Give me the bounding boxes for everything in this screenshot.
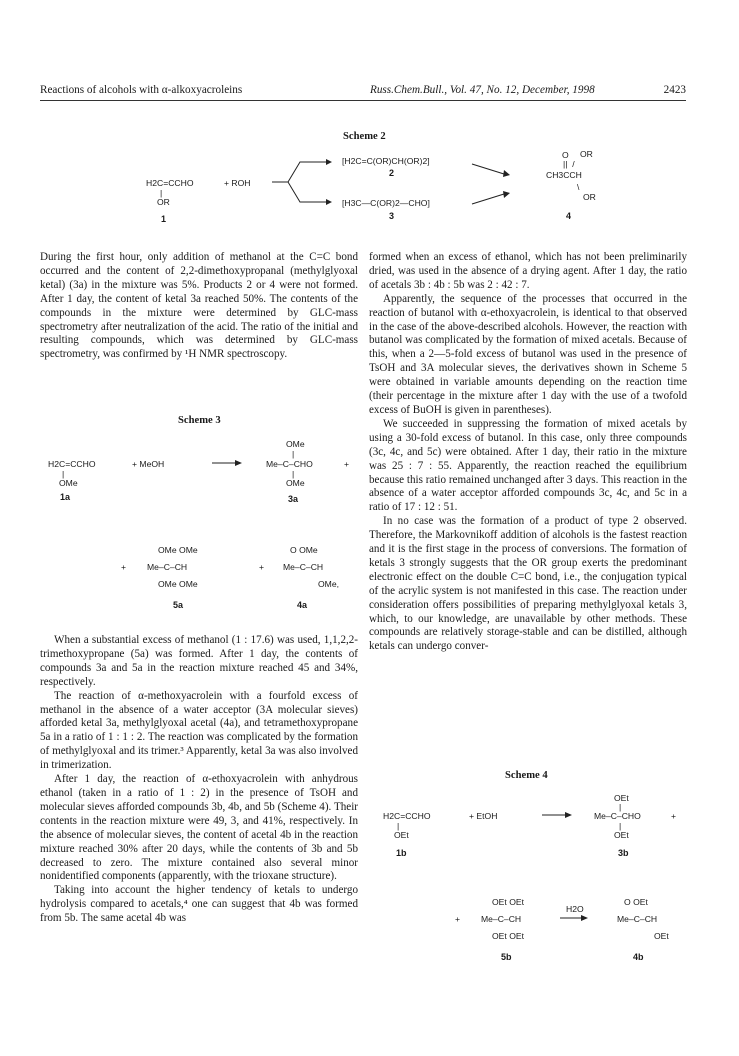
scheme2-acrolein: H2C=CCHO: [146, 178, 194, 188]
scheme4-3b-core: Me–C–CHO: [594, 811, 641, 821]
scheme4-5b-core: Me–C–CH: [481, 914, 522, 924]
scheme3-arrow: [212, 458, 242, 468]
scheme2-product-3: [H3C—C(OR)2—CHO]: [342, 198, 430, 208]
scheme4-plus-etoh: + EtOH: [469, 811, 498, 821]
scheme3-4a-core: Me–C–CH: [283, 562, 324, 572]
scheme4-plus-2: +: [671, 811, 677, 821]
paragraph-left-2: When a substantial excess of methanol (1 : 17.6) was used, 1,1,2,2-trimethoxypropane (5a) was formed. After 1 day, the contents of compounds 3a and 5a in the reaction mixture reached 45 and 34%, respectively.: [40, 634, 358, 688]
scheme3-label-4a: 4a: [297, 600, 308, 610]
scheme4-4b-core: Me–C–CH: [617, 914, 658, 924]
paragraph-right-4: In no case was the formation of a product of type 2 observed. Therefore, the Markovnikoff addition of alcohols is the fastest reaction and it is the first stage in the process of conversions. The formation of ketals 3 strongly suggests that the OR group exerts the predominant electronic effect on the double C=C bond, i.e., the conjugation typical of the acrylic system is not manifested in this case. The reaction under consideration offers possibilities of preparing methylglyoxal ketals 3, which, to our knowledge, are unavailable by other methods. These compounds are relatively storage-stable and can be distilled, although ketals can undergo conver-: [369, 515, 687, 653]
scheme4-reactant-sub: OEt: [394, 830, 409, 840]
paragraph-right-1: formed when an excess of ethanol, which has not been preliminarily dried, was used in the absence of a drying agent. After 1 day, the ratio of acetals 3b : 4b : 5b was 2 : 42 : 7.: [369, 251, 687, 291]
scheme3-title: Scheme 3: [178, 415, 221, 426]
paragraph-right-3: We succeeded in suppressing the formation of mixed acetals by using a 30-fold excess of butanol. In this case, only three compounds (3c, 4c, and 5c) were obtained. After 1 day, their ratio in the mixture was 25 : 7 : 55. Apparently, the reaction reached the equilibrium because this ratio remained unchanged after 3 days. This reaction in the absence of a water acceptor afforded compounds 3c, 4c, and 5c in a ratio of 17 : 12 : 51.: [369, 417, 687, 514]
scheme3-plus-meoh: + MeOH: [132, 459, 165, 469]
scheme4-label-1b: 1b: [396, 848, 407, 858]
scheme2-label-4: 4: [566, 211, 572, 221]
scheme4-label-4b: 4b: [633, 952, 644, 962]
scheme2-label-3: 3: [389, 211, 395, 221]
scheme2-p4-oxygen: O: [562, 150, 569, 160]
scheme3-label-3a: 3a: [288, 494, 299, 504]
scheme4-water-label: H2O: [566, 904, 584, 914]
scheme4-title: Scheme 4: [505, 770, 548, 781]
scheme2-p4-or-bottom: OR: [583, 192, 596, 202]
scheme4-reactant: H2C=CCHO: [383, 811, 431, 821]
right-column-block: [369, 251, 687, 654]
scheme4-4b-top: O OEt: [624, 897, 648, 907]
scheme2-arrows-to-4: [470, 160, 520, 210]
header-article-title: Reactions of alcohols with α-alkoxyacroleins: [40, 84, 243, 96]
scheme2-title: Scheme 2: [343, 131, 386, 142]
running-header: [40, 84, 686, 101]
scheme2-product-2: [H2C=C(OR)CH(OR)2]: [342, 156, 430, 166]
header-journal: Russ.Chem.Bull., Vol. 47, No. 12, December, 1998: [370, 84, 595, 96]
header-page-number: 2423: [663, 84, 686, 96]
paragraph-left-5: Taking into account the higher tendency of ketals to undergo hydrolysis compared to acetals,⁴ one can suggest that 4b was formed from 5b. The same acetal 4b was: [40, 884, 358, 925]
scheme3-4a-top: O OMe: [290, 545, 318, 555]
scheme4-label-5b: 5b: [501, 952, 512, 962]
scheme4-5b-bottom: OEt OEt: [492, 931, 524, 941]
scheme3-3a-core: Me–C–CHO: [266, 459, 313, 469]
scheme2-label-2: 2: [389, 168, 395, 178]
left-column-block-1: [40, 251, 358, 362]
scheme3-reactant: H2C=CCHO: [48, 459, 96, 469]
scheme3-5a-core: Me–C–CH: [147, 562, 188, 572]
scheme3-5a-bottom: OMe OMe: [158, 579, 198, 589]
scheme2-label-1: 1: [161, 214, 167, 224]
scheme3-4a-bottom: OMe,: [318, 579, 340, 589]
scheme3-3a-top: OMe: [286, 439, 305, 449]
scheme2-plus-roh: + ROH: [224, 178, 251, 188]
paragraph-right-2: Apparently, the sequence of the processes that occurred in the reaction of butanol with α-ethoxyacrolein, is identical to that observed in the case of the above-described alcohols. However, the reaction with butanol was complicated by the formation of mixed acetals. Because of this, when a 2—5-fold excess of butanol was used in the presence of TsOH and 3A molecular sieves, the derivatives shown in Scheme 5 were obtained in variable amounts depending on the reaction time (their percentage in the mixture after 1 day with the use of a twofold excess of BuOH is given in parentheses).: [369, 292, 687, 416]
scheme4-label-3b: 3b: [618, 848, 629, 858]
paragraph-left-3: The reaction of α-methoxyacrolein with a fourfold excess of methanol in the absence of a water acceptor (3A molecular sieves) afforded ketal 3a, methylglyoxal acetal (4a), and tetramethoxypropane 5a in a ratio of 1 : 1 : 2. The reaction was complicated by the formation of methylglyoxal and its trimer.³ Apparently, ketal 3a was also involved in trimerization.: [40, 689, 358, 772]
scheme3-plus-2: +: [344, 459, 350, 469]
scheme3-3a-bottom: OMe: [286, 478, 305, 488]
scheme2-p4-or-top: OR: [580, 149, 593, 159]
scheme3-label-1a: 1a: [60, 492, 71, 502]
scheme3-label-5a: 5a: [173, 600, 184, 610]
scheme3-reactant-sub: OMe: [59, 478, 78, 488]
scheme4-3b-bottom: OEt: [614, 830, 629, 840]
scheme4-4b-bottom: OEt: [654, 931, 669, 941]
scheme4-hydrolysis-arrow: [560, 913, 590, 923]
paragraph-left-4: After 1 day, the reaction of α-ethoxyacrolein with anhydrous ethanol (taken in a ratio of 1 : 2) in the presence of TsOH and molecular sieves afforded compounds 3b, 4b, and 5b (Scheme 4). Their contents in the reaction mixture were 49, 3, and 41%, respectively. In the absence of molecular sieves, the content of acetal 4b in the reaction mixture reached 30% after 20 days, while the contents of 3b and 5b decreased to zero. The mixture contained also several minor nonidentified components (apparently, with the trioxane structure).: [40, 773, 358, 883]
scheme4-5b-top: OEt OEt: [492, 897, 524, 907]
scheme3-5a-top: OMe OMe: [158, 545, 198, 555]
left-column-block-2: [40, 634, 358, 926]
scheme2-p4-core: CH3CCH: [546, 170, 582, 180]
scheme3-plus-4: +: [259, 562, 265, 572]
scheme4-plus-3: +: [455, 914, 461, 924]
scheme4-3b-top: OEt: [614, 793, 629, 803]
paragraph-left-1: During the first hour, only addition of methanol at the C=C bond occurred and the content of 2,2-dimethoxypropanal (methylglyoxal ketal) (3a) in the mixture was 5%. Products 2 or 4 were not formed. After 1 day, the content of ketal 3a reached 50%. The contents of the compounds in the mixture were determined by GLC-mass spectrometry after neutralization of the acid. The ratio of the initial and resulting compounds, which was determined by GLC-mass spectrometry, was confirmed by ¹H NMR spectroscopy.: [40, 251, 358, 361]
scheme2-acrolein-substituent: OR: [157, 197, 170, 207]
scheme4-arrow: [542, 810, 572, 820]
scheme2-branch-arrows: [270, 155, 330, 210]
scheme3-plus-3: +: [121, 562, 127, 572]
